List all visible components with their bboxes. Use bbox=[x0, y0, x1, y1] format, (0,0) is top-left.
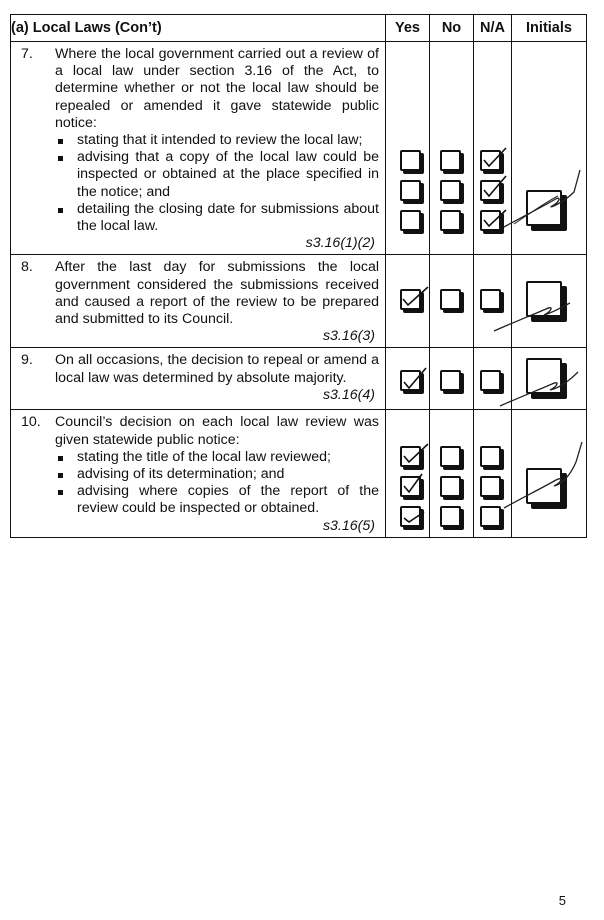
item-9-question bbox=[11, 348, 386, 410]
item-number: 10. bbox=[21, 414, 41, 431]
header-row bbox=[11, 15, 587, 42]
initials-cell bbox=[512, 348, 587, 410]
reference: s3.16(1)(2) bbox=[305, 235, 375, 252]
item-text: After the last day for submissions the local government considered the submissions received and caused a report of the review to be prepared and submitted to its Council. bbox=[55, 259, 379, 328]
reference: s3.16(3) bbox=[322, 328, 375, 345]
initials-signature-icon bbox=[502, 162, 582, 232]
checkbox-no[interactable] bbox=[440, 446, 461, 467]
initials-cell bbox=[512, 255, 587, 348]
bullet-item: advising that a copy of the local law could be inspected or obtained at the place specified in the notice; and bbox=[55, 149, 379, 201]
tick-mark-icon bbox=[400, 366, 430, 392]
checkbox-na-checked[interactable] bbox=[480, 180, 501, 201]
checkbox-yes-checked[interactable] bbox=[400, 370, 421, 391]
bullet-list bbox=[55, 132, 379, 235]
bullet-item: detailing the closing date for submissions about the local law. bbox=[55, 201, 379, 235]
bullet-item: advising where copies of the report of the review could be inspected or obtained. bbox=[55, 483, 379, 517]
item-10-row bbox=[11, 410, 587, 537]
yes-cell bbox=[386, 255, 430, 348]
checkbox-yes-checked[interactable] bbox=[400, 506, 421, 527]
item-text: On all occasions, the decision to repeal or amend a local law was determined by absolute majority. bbox=[55, 352, 379, 386]
checkbox-na[interactable] bbox=[480, 506, 501, 527]
checkbox-yes-checked[interactable] bbox=[400, 446, 421, 467]
initials-cell bbox=[512, 42, 587, 255]
item-7-row bbox=[11, 42, 587, 255]
item-8-row bbox=[11, 255, 587, 348]
initials-cell bbox=[512, 410, 587, 537]
item-number: 8. bbox=[21, 259, 33, 276]
no-header: No bbox=[430, 15, 474, 42]
initials-signature-icon bbox=[502, 440, 582, 510]
checkbox-no[interactable] bbox=[440, 370, 461, 391]
checkbox-yes[interactable] bbox=[400, 180, 421, 201]
item-number: 7. bbox=[21, 46, 33, 62]
na-header: N/A bbox=[474, 15, 512, 42]
bullet-item: advising of its determination; and bbox=[55, 466, 379, 483]
item-8-question bbox=[11, 255, 386, 348]
checkbox-no[interactable] bbox=[440, 476, 461, 497]
reference: s3.16(4) bbox=[322, 386, 375, 403]
reference: s3.16(5) bbox=[322, 517, 375, 534]
bullet-list bbox=[55, 449, 379, 518]
yes-cell bbox=[386, 410, 430, 537]
checkbox-no[interactable] bbox=[440, 150, 461, 171]
no-cell bbox=[430, 255, 474, 348]
yes-header: Yes bbox=[386, 15, 430, 42]
tick-mark-icon bbox=[400, 285, 430, 311]
item-10-question bbox=[11, 410, 386, 537]
item-text: Council’s decision on each local law review was given statewide public notice: bbox=[55, 414, 379, 448]
checkbox-na-checked[interactable] bbox=[480, 210, 501, 231]
bullet-item: stating the title of the local law reviewed; bbox=[55, 449, 379, 466]
item-number: 9. bbox=[21, 352, 33, 369]
checkbox-na[interactable] bbox=[480, 476, 501, 497]
checkbox-yes[interactable] bbox=[400, 150, 421, 171]
checkbox-no[interactable] bbox=[440, 210, 461, 231]
checkbox-yes[interactable] bbox=[400, 210, 421, 231]
item-7-question bbox=[11, 42, 386, 255]
checkbox-no[interactable] bbox=[440, 180, 461, 201]
checkbox-na-checked[interactable] bbox=[480, 150, 501, 171]
no-cell bbox=[430, 348, 474, 410]
no-cell bbox=[430, 410, 474, 537]
bullet-item: stating that it intended to review the local law; bbox=[55, 132, 379, 149]
initials-signature-icon bbox=[492, 275, 572, 335]
no-cell bbox=[430, 42, 474, 255]
checkbox-no[interactable] bbox=[440, 289, 461, 310]
tick-mark-icon bbox=[400, 442, 430, 468]
page-number: 5 bbox=[558, 893, 566, 908]
checkbox-na[interactable] bbox=[480, 446, 501, 467]
item-text: Where the local government carried out a review of a local law under section 3.16 of the Act, to determine whether or not the local law should be repealed or amended it gave statewide public notice: bbox=[55, 46, 379, 131]
initials-signature-icon bbox=[498, 358, 578, 408]
tick-mark-icon bbox=[400, 502, 430, 528]
yes-cell bbox=[386, 348, 430, 410]
section-title: (a) Local Laws (Con’t) bbox=[11, 15, 386, 42]
yes-cell bbox=[386, 42, 430, 255]
checkbox-yes-checked[interactable] bbox=[400, 289, 421, 310]
initials-header: Initials bbox=[512, 15, 587, 42]
checklist-table bbox=[10, 14, 587, 538]
tick-mark-icon bbox=[400, 472, 430, 498]
item-9-row bbox=[11, 348, 587, 410]
checkbox-no[interactable] bbox=[440, 506, 461, 527]
checkbox-yes-checked[interactable] bbox=[400, 476, 421, 497]
